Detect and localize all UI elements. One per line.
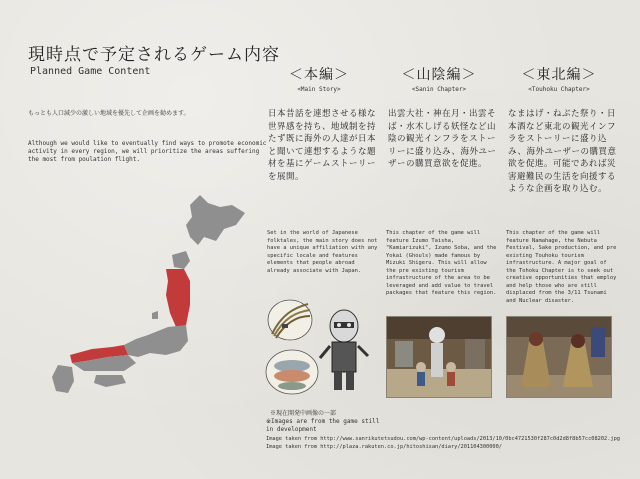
chapter-sanin-header xyxy=(384,64,494,93)
north-tohoku-region xyxy=(172,251,190,269)
tohoku-photo xyxy=(506,316,612,398)
hokkaido-region xyxy=(186,195,245,245)
chapter-main-header xyxy=(264,64,374,93)
fish-plate-illustration xyxy=(266,350,318,394)
chapter-tohoku-japanese-text: なまはげ・ねぶた祭り・日本酒など東北の観光インフラをストーリーに盛り込み、海外ユーザーの購買意欲を促進。可能であれば災害避難民の生活を向援するような企画を取り込む。 xyxy=(508,109,617,194)
chapter-tohoku-header xyxy=(504,64,614,93)
kyushu-region xyxy=(52,365,74,393)
chapter-tohoku-english-text: This chapter of the game will feature Namahage, the Nebuta Festival, Sake production, and pre existing Touhoku tourism infrastructure. A major goal of the Tohoku Chapter is to seek out creative opportunities that employ and help those who are still displaced from the 3/11 Tsunami and Nuclear disaster. xyxy=(506,230,617,304)
chapter-title: ＜東北編＞ xyxy=(521,67,597,83)
image-credits xyxy=(266,436,636,451)
page-title: 現時点で予定されるゲーム内容 xyxy=(28,45,280,65)
chapter-subtitle: <Touhoku Chapter> xyxy=(528,86,590,93)
chapter-subtitle: <Main Story> xyxy=(297,86,341,93)
rice-sheaf-illustration xyxy=(268,300,312,340)
skeleton-samurai-illustration xyxy=(320,310,368,390)
image-note-english: ※Images are from the game still in development xyxy=(266,418,380,433)
chapter-main-english-text: Set in the world of Japanese folktales, the main story does not have a unique affiliation with any specific locale and features elements that people abroad already associate with Japan. xyxy=(267,230,378,274)
image-credit-line: Image taken from http://www.sanrikutetsudou.com/wp-content/uploads/2013/10/0bc4721530f287c0d2d8f8b57cc08202.jpg xyxy=(266,436,620,442)
chapter-sanin-english-text: This chapter of the game will feature Izumo Taisha, "Kamiarizuki", Izumo Soba, and the Yokai (Ghouls) made famous by Mizuki Shigeru. This will allow the pre existing tourism infrastructure of the area to be leveraged and add value to travel packages that feature this region. xyxy=(386,230,497,296)
shikoku-region xyxy=(94,375,126,387)
sado-island xyxy=(152,311,158,319)
image-credit-line: Image taken from http://plaza.rakuten.co.jp/hitoshisan/diary/201104300000/ xyxy=(266,443,502,450)
intro-english: Although we would like to eventually find ways to promote economic activity in every region, we will prioritize the areas suffering the most from poulation flight. xyxy=(28,140,267,163)
honshu-central-region xyxy=(124,325,188,357)
main-story-illustration xyxy=(264,296,374,402)
chapter-sanin-japanese-text: 出雲大社・神在月・出雲そば・水木しげる妖怪など山陰の観光インフラをストーリーに盛り込み、海外ユーザーの購買意欲を促進。 xyxy=(388,109,497,169)
sanin-photo xyxy=(386,316,492,398)
page-subtitle: Planned Game Content xyxy=(30,66,151,77)
chapter-title: ＜山陰編＞ xyxy=(401,67,477,83)
japan-map xyxy=(40,185,260,395)
tohoku-region xyxy=(166,269,190,327)
chapter-title: ＜本編＞ xyxy=(289,67,349,83)
chapter-subtitle: <Sanin Chapter> xyxy=(411,86,467,93)
intro-japanese: もっとも人口減少の激しい地域を優先して企画を勧めます。 xyxy=(28,110,190,117)
image-note-japanese: ※現在開発中画像の一部 xyxy=(270,410,337,417)
chapter-main-japanese-text: 日本昔話を連想させる様な世界感を持ち、地域制を持たず既に海外の人達が日本と聞いて連想するような題材を基にゲームストーリーを展開。 xyxy=(268,109,377,182)
